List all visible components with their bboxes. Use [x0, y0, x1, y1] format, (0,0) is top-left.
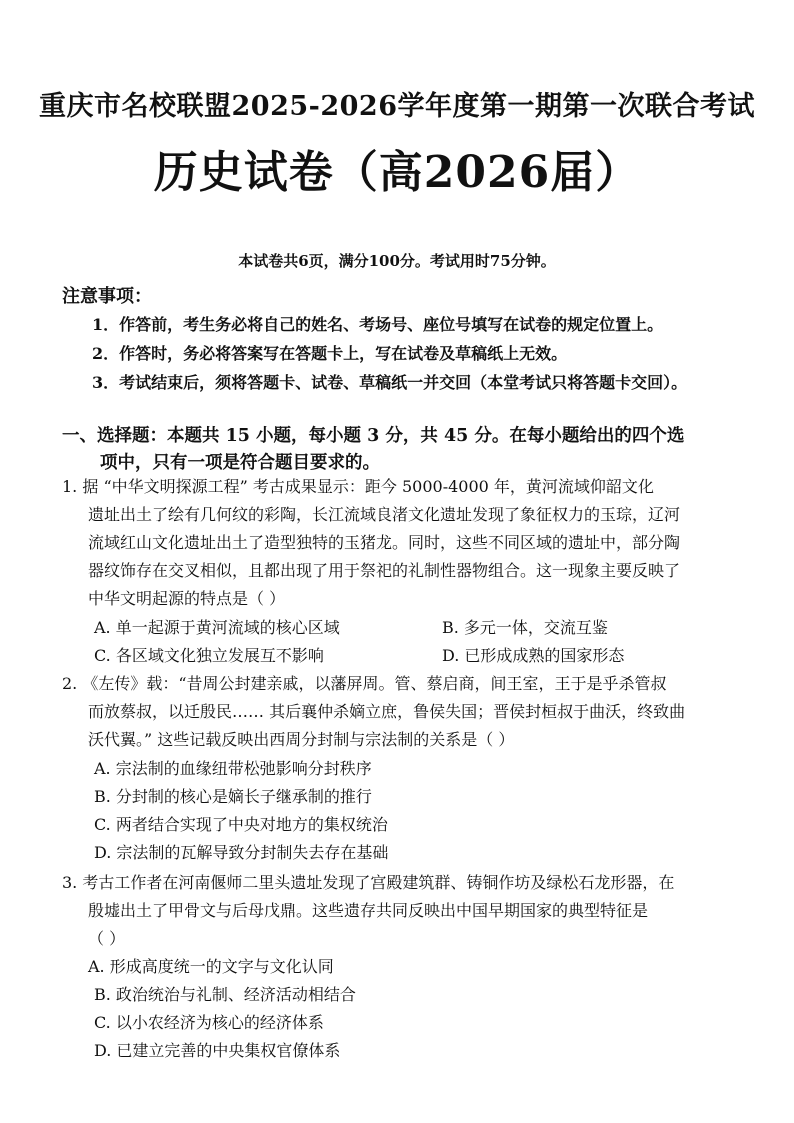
option-a: A. 单一起源于黄河流域的核心区域 [94, 618, 340, 637]
option-c: C. 两者结合实现了中央对地方的集权统治 [94, 815, 388, 834]
question-stem-line: 中华文明起源的特点是（ ） [88, 589, 286, 608]
option-d: D. 已形成成熟的国家形态 [442, 646, 625, 665]
section-heading [62, 423, 752, 477]
question-stem-line: 殷墟出土了甲骨文与后母戊鼎。这些遗存共同反映出中国早期国家的典型特征是 [88, 901, 649, 920]
option-b: B. 多元一体，交流互鉴 [442, 618, 608, 637]
section-heading-line1: 一、选择题：本题共 15 小题，每小题 3 分，共 45 分。在每小题给出的四个选 [62, 426, 685, 446]
option-c: C. 以小农经济为核心的经济体系 [94, 1013, 324, 1032]
exam-info: 本试卷共6页，满分100分。考试用时75分钟。 [238, 252, 556, 270]
notice-heading: 注意事项： [62, 286, 152, 307]
option-c: C. 各区域文化独立发展互不影响 [94, 646, 324, 665]
question-stem-line: 1. 据 “中华文明探源工程” 考古成果显示：距今 5000-4000 年，黄河流域仰韶文化 [62, 477, 654, 496]
question-stem-line: 3. 考古工作者在河南偃师二里头遗址发现了宫殿建筑群、铸铜作坊及绿松石龙形器，在 [62, 873, 675, 892]
question-stem-line: 而放蔡叔，以迁殷民…… 其后襄仲杀嫡立庶，鲁侯失国；晋侯封桓叔于曲沃，终致曲 [88, 702, 686, 721]
option-a: A. 形成高度统一的文字与文化认同 [88, 957, 334, 976]
question-stem-line: 器纹饰存在交叉相似，且都出现了用于祭祀的礼制性器物组合。这一现象主要反映了 [88, 561, 681, 580]
option-b: B. 政治统治与礼制、经济活动相结合 [94, 985, 356, 1004]
question-stem-line: 流域红山文化遗址出土了造型独特的玉猪龙。同时，这些不同区域的遗址中，部分陶 [88, 533, 681, 552]
option-d: D. 已建立完善的中央集权官僚体系 [94, 1041, 341, 1060]
notice-item: 2．作答时，务必将答案写在答题卡上，写在试卷及草稿纸上无效。 [92, 344, 568, 363]
option-d: D. 宗法制的瓦解导致分封制失去存在基础 [94, 843, 389, 862]
notice-item: 3．考试结束后，须将答题卡、试卷、草稿纸一并交回（本堂考试只将答题卡交回）。 [92, 373, 688, 392]
section-heading-line2: 项中，只有一项是符合题目要求的。 [100, 453, 380, 473]
exam-title: 重庆市名校联盟2025-2026学年度第一期第一次联合考试 [39, 91, 755, 122]
option-a: A. 宗法制的血缘纽带松弛影响分封秩序 [94, 759, 372, 778]
question-stem-line: 遗址出土了绘有几何纹的彩陶，长江流域良渚文化遗址发现了象征权力的玉琮，辽河 [88, 505, 681, 524]
question-stem-line: 2. 《左传》载：“昔周公封建亲戚，以藩屏周。管、蔡启商，间王室，王于是乎杀管叔 [62, 674, 667, 693]
question-stem-line: 沃代翼。” 这些记载反映出西周分封制与宗法制的关系是（ ） [88, 730, 515, 749]
question-stem-line: （ ） [88, 929, 126, 948]
option-b: B. 分封制的核心是嫡长子继承制的推行 [94, 787, 372, 806]
subject-title: 历史试卷（高2026届） [153, 147, 641, 198]
notice-item: 1．作答前，考生务必将自己的姓名、考场号、座位号填写在试卷的规定位置上。 [92, 315, 664, 334]
